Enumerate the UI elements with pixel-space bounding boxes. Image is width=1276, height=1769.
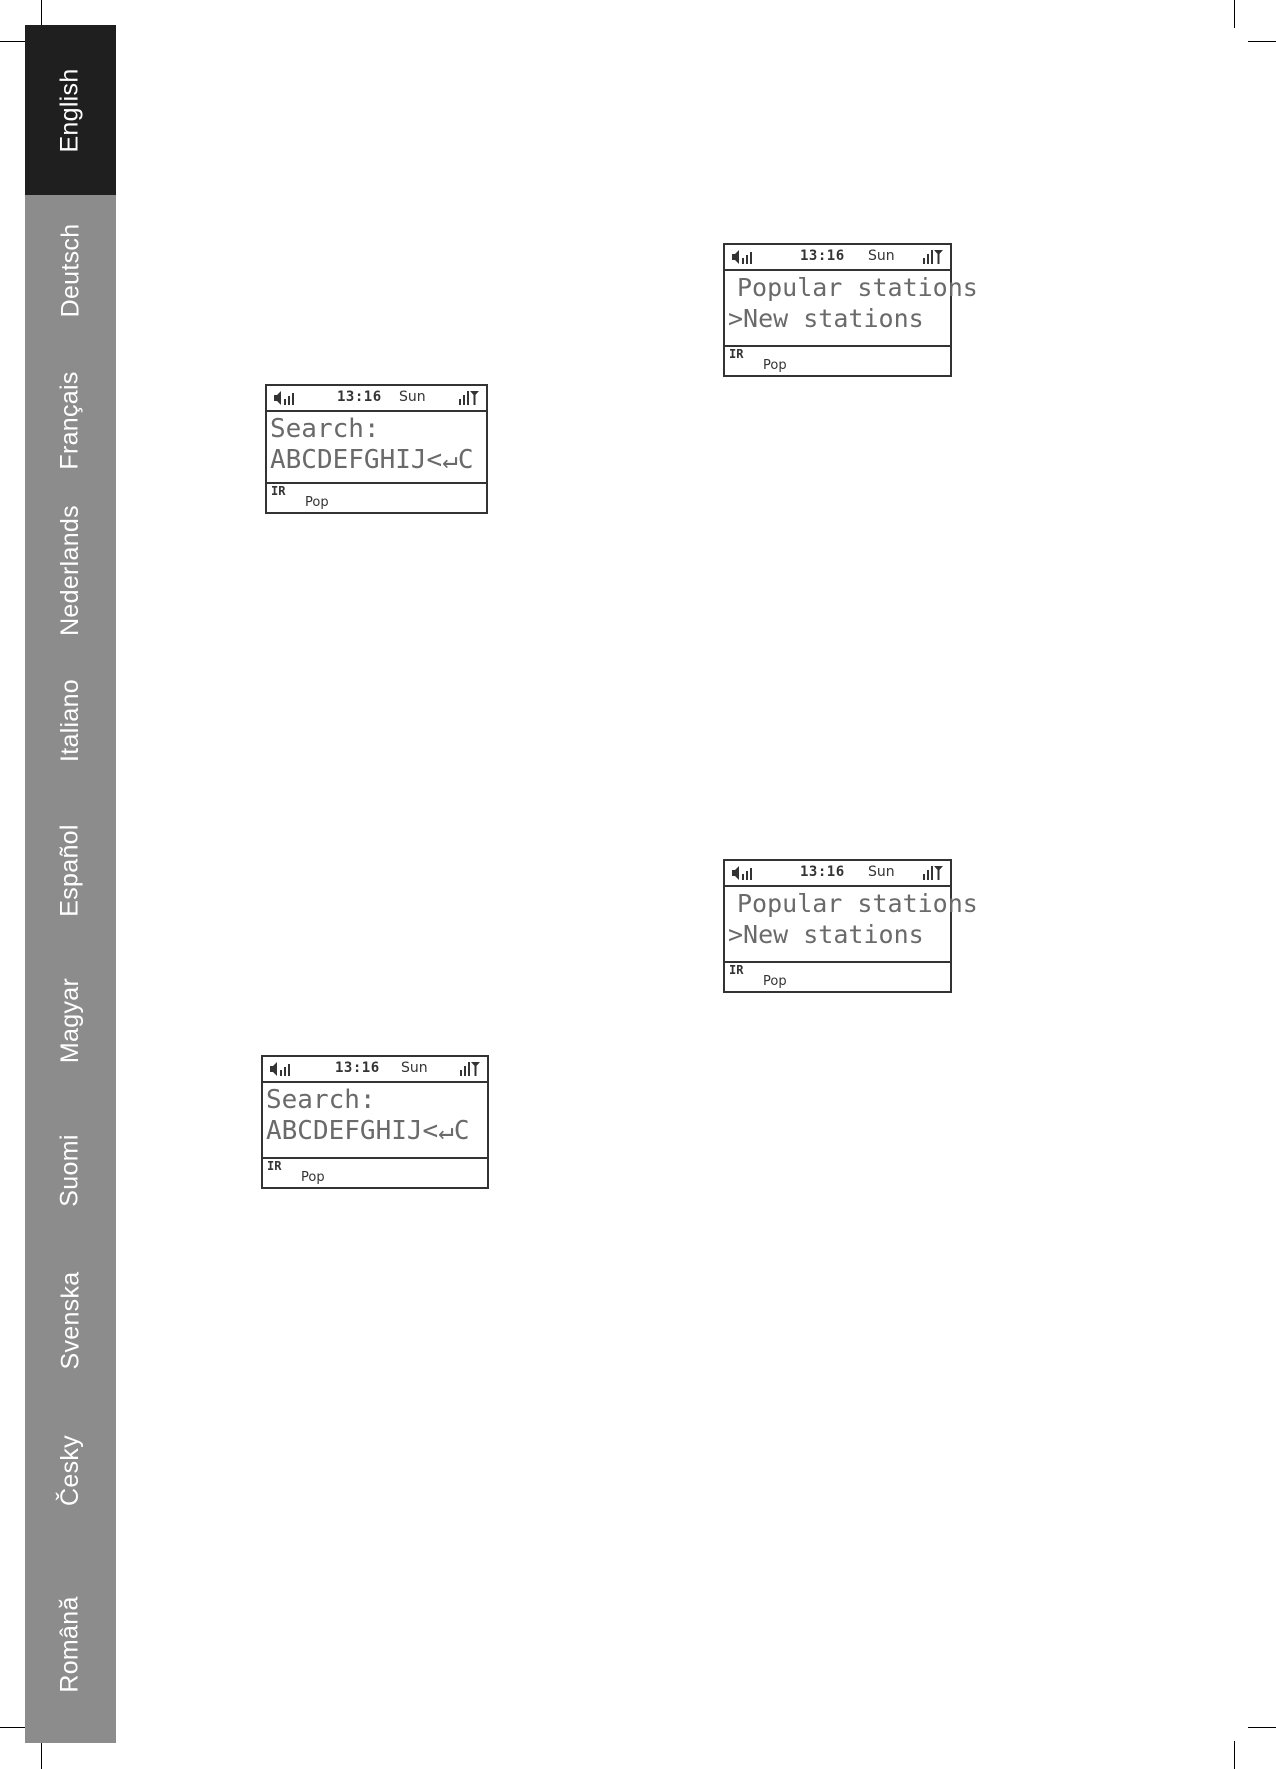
language-tab-romana[interactable] bbox=[25, 1545, 116, 1743]
lcd-line-2: ABCDEFGHIJ<↵C bbox=[266, 1116, 470, 1146]
language-tab-svenska[interactable] bbox=[25, 1245, 116, 1395]
status-bar bbox=[267, 386, 486, 412]
crop-mark bbox=[0, 41, 28, 42]
lcd-footer bbox=[263, 1157, 487, 1187]
language-label: English bbox=[55, 67, 84, 153]
language-sidebar bbox=[25, 25, 116, 1743]
signal-antenna-icon bbox=[458, 390, 480, 406]
crop-mark bbox=[1248, 41, 1276, 42]
lcd-display-stations bbox=[723, 243, 978, 377]
language-tab-deutsch[interactable] bbox=[25, 195, 116, 345]
clock-time: 13:16 bbox=[335, 1060, 380, 1076]
genre-label: Pop bbox=[305, 495, 329, 510]
lcd-line-1: Search: bbox=[270, 414, 380, 444]
language-tab-english[interactable] bbox=[25, 25, 116, 195]
language-tab-francais[interactable] bbox=[25, 345, 116, 495]
lcd-line-1: Popular stations bbox=[737, 889, 978, 918]
status-bar bbox=[725, 245, 950, 271]
source-label: IR bbox=[729, 347, 744, 361]
language-label: Español bbox=[56, 823, 85, 917]
language-label: Italiano bbox=[55, 678, 84, 762]
clock-time: 13:16 bbox=[800, 864, 845, 880]
weekday: Sun bbox=[868, 864, 895, 880]
language-label: Deutsch bbox=[56, 223, 84, 317]
signal-antenna-icon bbox=[922, 249, 944, 265]
genre-label: Pop bbox=[301, 1170, 325, 1185]
lcd-line-1: Search: bbox=[266, 1085, 376, 1115]
lcd-footer bbox=[725, 961, 950, 991]
language-label: Česky bbox=[56, 1434, 84, 1506]
signal-antenna-icon bbox=[459, 1061, 481, 1077]
speaker-volume-icon bbox=[269, 1061, 291, 1077]
lcd-display-stations bbox=[723, 859, 978, 993]
genre-label: Pop bbox=[763, 358, 787, 373]
lcd-line-1: Popular stations bbox=[737, 273, 978, 302]
lcd-line-2: >New stations bbox=[728, 920, 924, 949]
source-label: IR bbox=[271, 484, 286, 498]
crop-mark bbox=[41, 0, 42, 28]
language-label: Svenska bbox=[56, 1271, 84, 1369]
speaker-volume-icon bbox=[731, 865, 753, 881]
lcd-display-search bbox=[261, 1055, 489, 1189]
crop-mark bbox=[1248, 1727, 1276, 1728]
speaker-volume-icon bbox=[731, 249, 753, 265]
lcd-line-2: ABCDEFGHIJ<↵C bbox=[270, 445, 474, 475]
language-label: Français bbox=[56, 370, 85, 470]
language-tab-italiano[interactable] bbox=[25, 645, 116, 795]
genre-label: Pop bbox=[763, 974, 787, 989]
language-label: Nederlands bbox=[56, 504, 85, 636]
source-label: IR bbox=[267, 1159, 282, 1173]
clock-time: 13:16 bbox=[337, 389, 382, 405]
speaker-volume-icon bbox=[273, 390, 295, 406]
signal-antenna-icon bbox=[922, 865, 944, 881]
lcd-display-search bbox=[265, 384, 488, 514]
language-label: Magyar bbox=[55, 977, 84, 1063]
language-tab-cesky[interactable] bbox=[25, 1395, 116, 1545]
clock-time: 13:16 bbox=[800, 248, 845, 264]
crop-mark bbox=[41, 1741, 42, 1769]
weekday: Sun bbox=[399, 389, 426, 405]
language-tab-magyar[interactable] bbox=[25, 945, 116, 1095]
language-tab-espanol[interactable] bbox=[25, 795, 116, 945]
language-tab-suomi[interactable] bbox=[25, 1095, 116, 1245]
language-tab-nederlands[interactable] bbox=[25, 495, 116, 645]
status-bar bbox=[725, 861, 950, 887]
crop-mark bbox=[1234, 1741, 1235, 1769]
status-bar bbox=[263, 1057, 487, 1083]
lcd-footer bbox=[725, 345, 950, 375]
weekday: Sun bbox=[868, 248, 895, 264]
language-label: Română bbox=[56, 1595, 85, 1693]
lcd-line-2: >New stations bbox=[728, 304, 924, 333]
lcd-footer bbox=[267, 482, 486, 512]
language-label: Suomi bbox=[56, 1133, 84, 1207]
source-label: IR bbox=[729, 963, 744, 977]
weekday: Sun bbox=[401, 1060, 428, 1076]
crop-mark bbox=[0, 1727, 28, 1728]
crop-mark bbox=[1234, 0, 1235, 28]
